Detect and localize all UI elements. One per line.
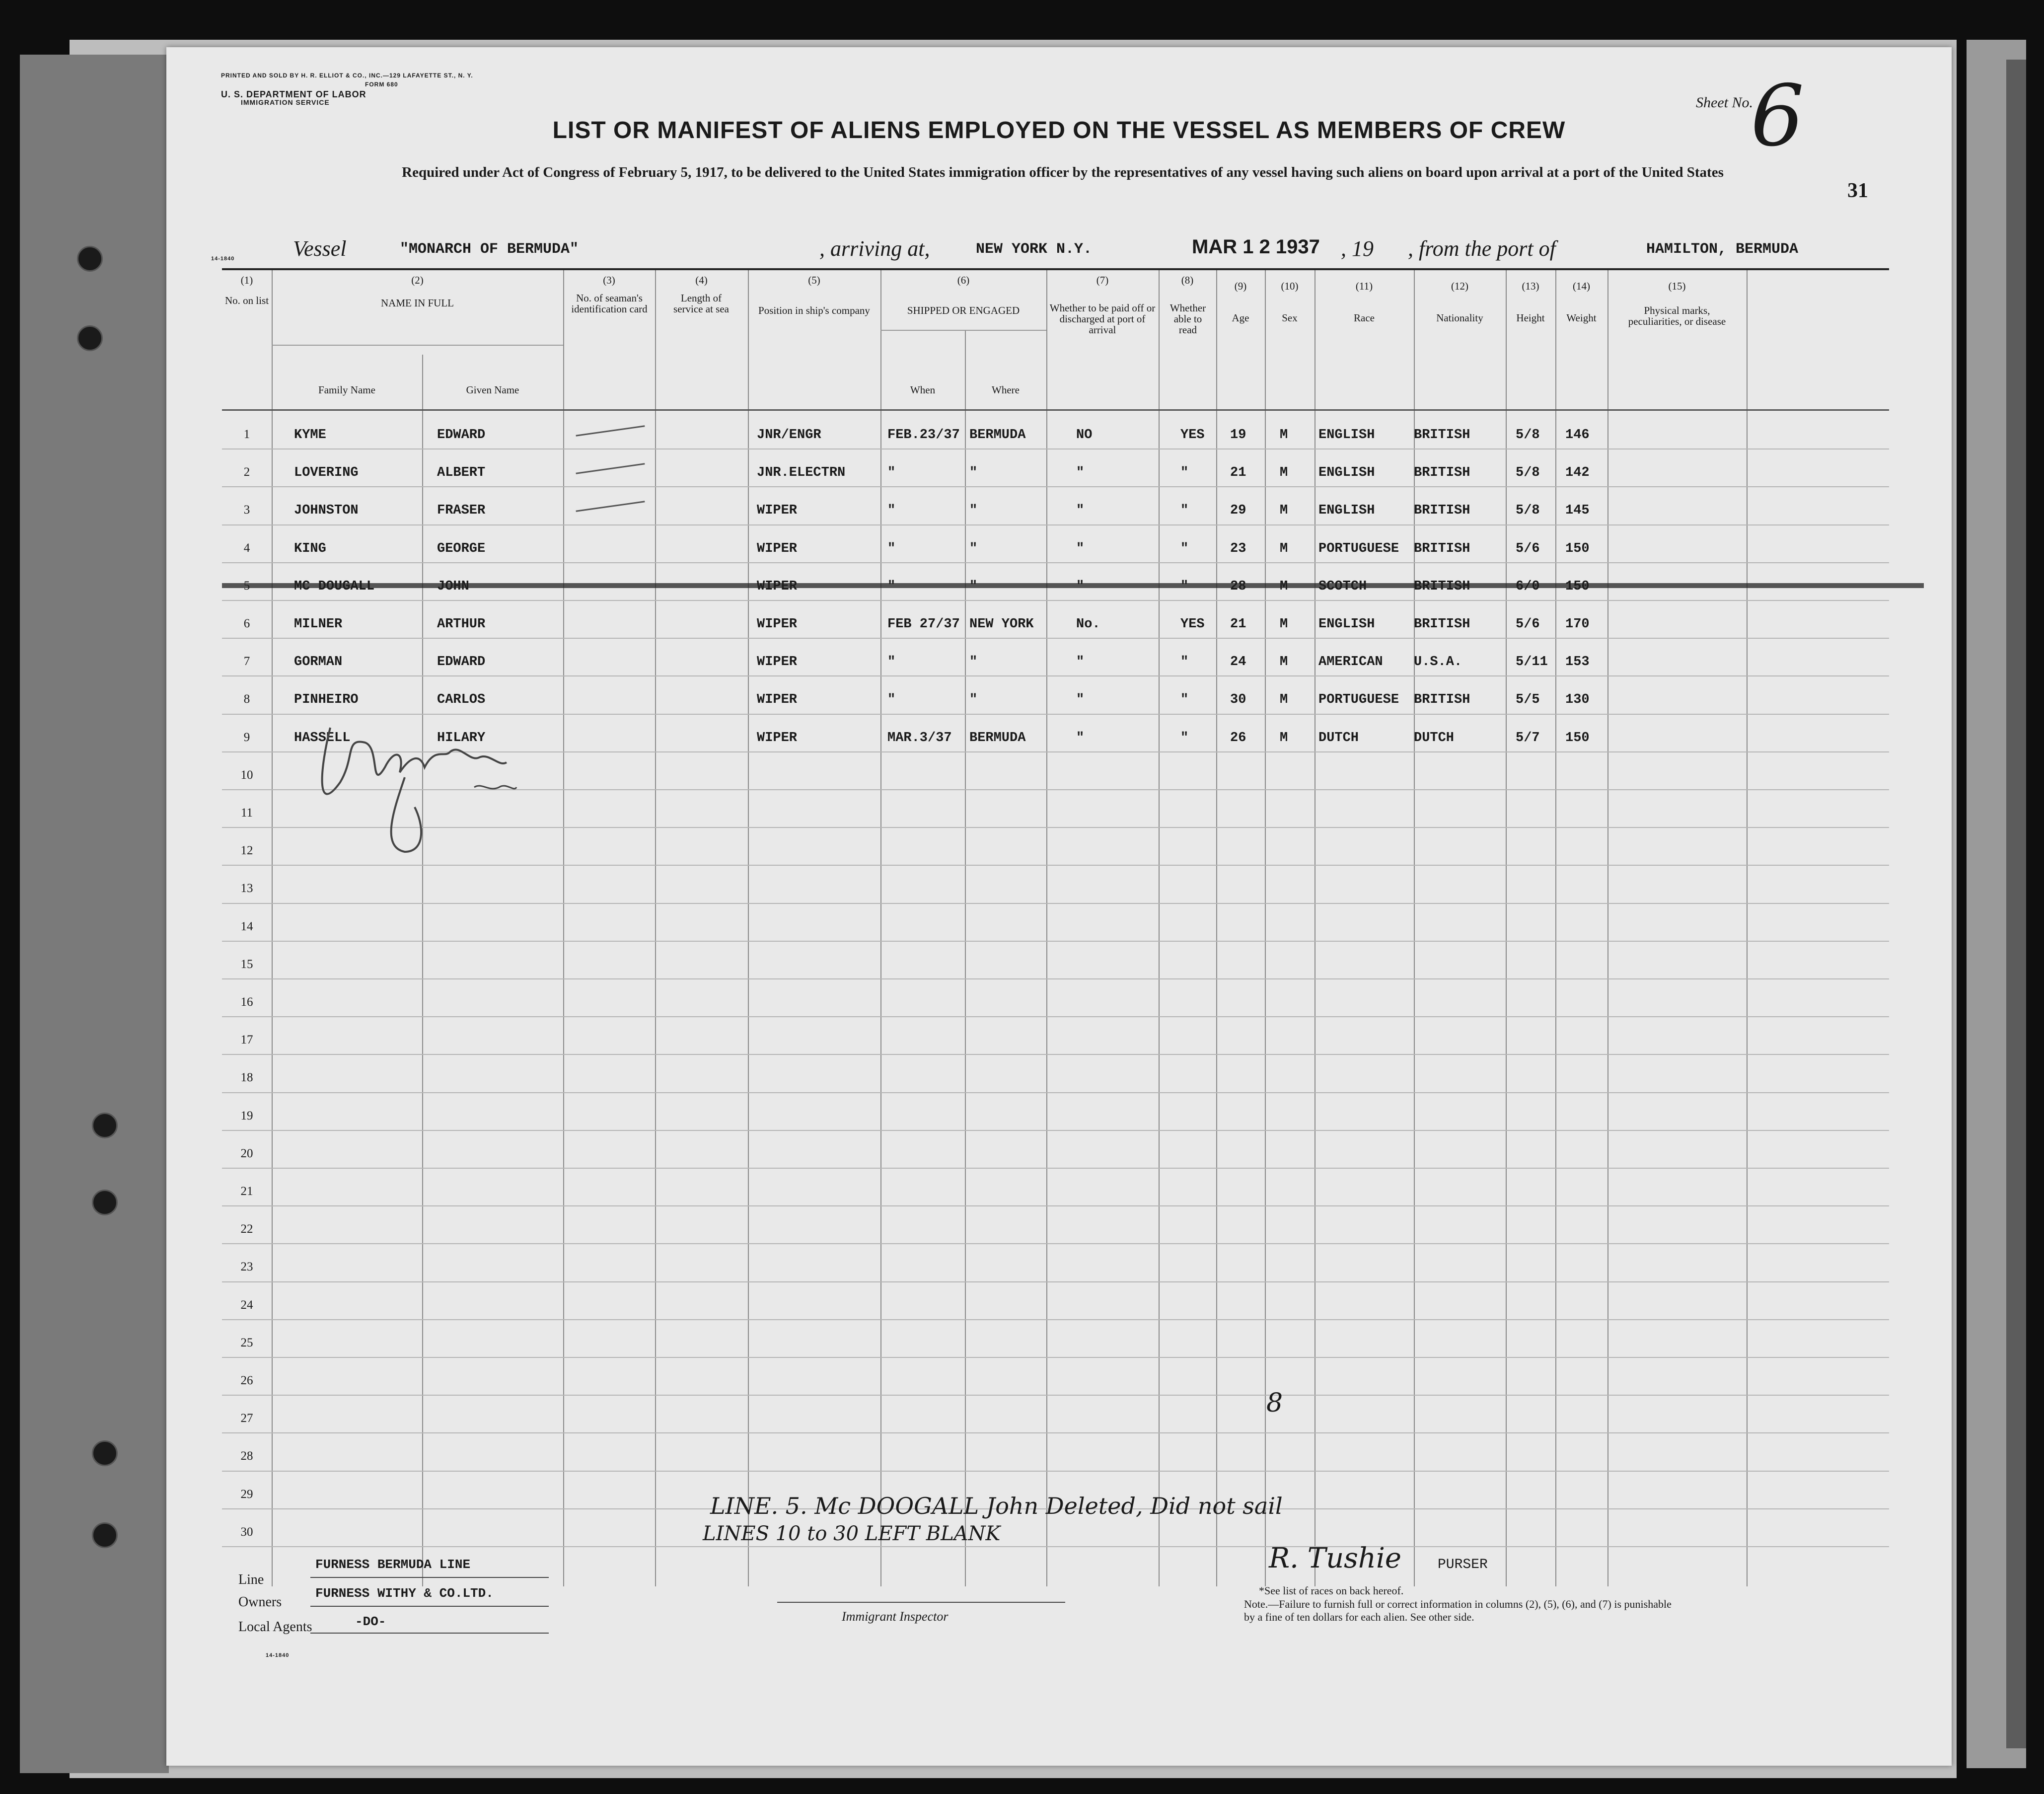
col-divider <box>1506 270 1507 1586</box>
cell-sex: M <box>1280 503 1288 519</box>
cell-paid: " <box>1076 655 1085 670</box>
row-rule <box>222 562 1889 563</box>
row-number: 28 <box>240 1449 253 1463</box>
row-rule <box>222 1319 1889 1320</box>
row-rule <box>222 1054 1889 1055</box>
row-number: 11 <box>240 806 253 820</box>
header-rule <box>222 409 1889 411</box>
cell-nationality: BRITISH <box>1414 503 1470 519</box>
cell-age: 29 <box>1230 503 1246 519</box>
cell-given: EDWARD <box>437 655 486 670</box>
purser-title: PURSER <box>1438 1557 1488 1572</box>
cell-sex: M <box>1280 541 1288 556</box>
cell-given: GEORGE <box>437 541 486 556</box>
cell-when: MAR.3/37 <box>887 730 952 746</box>
row-number: 17 <box>240 1033 253 1047</box>
cell-sex: M <box>1280 465 1288 481</box>
cell-read: " <box>1180 730 1189 746</box>
row-number: 25 <box>240 1336 253 1349</box>
cell-nationality: BRITISH <box>1414 541 1470 556</box>
card-dash-mark <box>576 501 645 512</box>
cell-position: WIPER <box>757 503 798 519</box>
cell-age: 19 <box>1230 428 1246 443</box>
col-divider <box>1555 270 1556 1586</box>
row-rule <box>222 448 1889 449</box>
agents-value: -DO- <box>355 1614 386 1629</box>
cell-when: " <box>887 655 896 670</box>
vessel-name: "MONARCH OF BERMUDA" <box>400 241 579 258</box>
cell-paid: " <box>1076 730 1085 746</box>
row-rule <box>222 1432 1889 1433</box>
handwritten-note-1: LINE. 5. Mc DOOGALL John Deleted, Did not sail <box>710 1493 1283 1519</box>
cell-position: WIPER <box>757 541 798 556</box>
cell-weight: 170 <box>1565 617 1590 632</box>
from-label: , from the port of <box>1408 236 1556 261</box>
col-sex-header: Sex <box>1282 312 1298 324</box>
handwritten-mark: 8 <box>1266 1388 1283 1418</box>
col-6-number: (6) <box>957 274 970 286</box>
row-rule <box>222 1243 1889 1244</box>
row-number: 21 <box>240 1185 253 1198</box>
cell-nationality: U.S.A. <box>1414 655 1462 670</box>
cell-where: " <box>969 465 978 481</box>
cell-when: FEB.23/37 <box>887 428 960 443</box>
cell-when: " <box>887 692 896 708</box>
cell-where: " <box>969 541 978 556</box>
col-9-number: (9) <box>1234 280 1247 292</box>
cell-sex: M <box>1280 730 1288 746</box>
races-note: *See list of races on back hereof. <box>1259 1584 1404 1597</box>
page-edge-shadow <box>2006 60 2026 1748</box>
page-title: LIST OR MANIFEST OF ALIENS EMPLOYED ON THE VESSEL AS MEMBERS OF CREW <box>552 117 1566 144</box>
footer-form-code: 14-1840 <box>266 1652 290 1658</box>
cell-position: JNR.ELECTRN <box>757 465 846 481</box>
line-label: Line <box>238 1572 264 1587</box>
row-number: 3 <box>243 503 250 517</box>
row-number: 18 <box>240 1071 253 1085</box>
form-code: 14-1840 <box>211 256 235 262</box>
row-number: 14 <box>240 919 253 933</box>
cell-when: " <box>887 503 896 519</box>
row-rule <box>222 1130 1889 1131</box>
col-divider <box>1265 270 1266 1586</box>
col-divider <box>272 270 273 1586</box>
col-name-header: NAME IN FULL <box>381 297 454 309</box>
cell-weight: 150 <box>1565 730 1590 746</box>
cell-position: WIPER <box>757 692 798 708</box>
cell-race: ENGLISH <box>1318 617 1375 632</box>
col-position-header: Position in ship's company <box>758 304 870 316</box>
owners-rule <box>310 1606 549 1607</box>
col-3-number: (3) <box>603 274 615 286</box>
cell-nationality: BRITISH <box>1414 692 1470 708</box>
cell-age: 30 <box>1230 692 1246 708</box>
sheet-no-label: Sheet No. <box>1696 94 1753 111</box>
col-divider <box>965 330 966 1586</box>
purser-signature: R. Tushie <box>1269 1542 1402 1574</box>
cell-family: KING <box>294 541 326 556</box>
cell-given: FRASER <box>437 503 486 519</box>
cell-paid: " <box>1076 465 1085 481</box>
cell-height: 5/6 <box>1516 617 1540 632</box>
cell-where: BERMUDA <box>969 730 1026 746</box>
cell-family: PINHEIRO <box>294 692 359 708</box>
col-divider <box>1314 270 1315 1586</box>
col-read-header: Whether able to read <box>1169 302 1206 336</box>
cell-sex: M <box>1280 655 1288 670</box>
cell-paid: " <box>1076 692 1085 708</box>
col-15-number: (15) <box>1668 280 1686 292</box>
from-port: HAMILTON, BERMUDA <box>1646 241 1799 258</box>
cell-read: " <box>1180 541 1189 556</box>
arrival-date: MAR 1 2 1937 <box>1192 236 1320 258</box>
cell-height: 5/8 <box>1516 503 1540 519</box>
cell-given: CARLOS <box>437 692 486 708</box>
row-number: 22 <box>240 1222 253 1236</box>
cell-position: JNR/ENGR <box>757 428 821 443</box>
cell-race: ENGLISH <box>1318 503 1375 519</box>
inspector-rule <box>777 1602 1065 1603</box>
cell-paid: NO <box>1076 428 1093 443</box>
arriving-port: NEW YORK N.Y. <box>976 241 1093 258</box>
inspector-signature <box>310 708 524 862</box>
col-family-header: Family Name <box>318 384 375 396</box>
year-label: , 19 <box>1341 236 1374 261</box>
cell-age: 21 <box>1230 617 1246 632</box>
col-card-header: No. of seaman's identification card <box>571 292 648 315</box>
cell-family: HASSELL <box>294 730 351 746</box>
row-rule <box>222 1168 1889 1169</box>
col-divider <box>422 355 423 1586</box>
cell-nationality: BRITISH <box>1414 428 1470 443</box>
row-rule <box>222 978 1889 979</box>
penalty-note: Note.—Failure to furnish full or correct information in columns (2), (5), (6), and (7) is punishable by a fine of ten dollars for each alien. See other side. <box>1244 1598 1672 1623</box>
cell-age: 26 <box>1230 730 1246 746</box>
cell-height: 5/6 <box>1516 541 1540 556</box>
cell-read: " <box>1180 655 1189 670</box>
row-number: 26 <box>240 1374 253 1387</box>
cell-where: " <box>969 692 978 708</box>
printer-line: PRINTED AND SOLD BY H. R. ELLIOT & CO., INC.—129 LAFAYETTE ST., N. Y. <box>221 72 473 79</box>
cell-sex: M <box>1280 692 1288 708</box>
row-number: 13 <box>240 882 253 896</box>
row-rule <box>222 1546 1889 1547</box>
col-10-number: (10) <box>1281 280 1299 292</box>
col-divider <box>880 270 881 1586</box>
row-number: 4 <box>243 541 250 555</box>
agents-rule <box>310 1633 549 1634</box>
cell-where: BERMUDA <box>969 428 1026 443</box>
cell-height: 5/8 <box>1516 428 1540 443</box>
sheet-no-value: 6 <box>1751 67 1805 165</box>
col-nationality-header: Nationality <box>1436 312 1483 324</box>
cell-height: 5/5 <box>1516 692 1540 708</box>
vessel-label: Vessel <box>293 236 347 261</box>
row-rule <box>222 638 1889 639</box>
row-number: 10 <box>240 768 253 782</box>
row-rule <box>222 1092 1889 1093</box>
cell-paid: " <box>1076 541 1085 556</box>
col-divider <box>1747 270 1748 1586</box>
deleted-row-strike <box>222 583 1924 588</box>
crew-table <box>222 268 1889 1586</box>
cell-sex: M <box>1280 617 1288 632</box>
col-5-number: (5) <box>808 274 820 286</box>
cell-when: " <box>887 541 896 556</box>
row-number: 7 <box>243 655 250 669</box>
cell-age: 21 <box>1230 465 1246 481</box>
row-rule <box>222 865 1889 866</box>
col-12-number: (12) <box>1451 280 1468 292</box>
row-number: 2 <box>243 465 250 479</box>
cell-position: WIPER <box>757 617 798 632</box>
cell-family: MILNER <box>294 617 343 632</box>
cell-family: JOHNSTON <box>294 503 359 519</box>
row-number: 19 <box>240 1109 253 1122</box>
binder-spine <box>20 55 169 1773</box>
col-no-header: No. on list <box>224 295 269 306</box>
cell-where: NEW YORK <box>969 617 1034 632</box>
binder-hole <box>92 1113 118 1138</box>
cell-read: " <box>1180 692 1189 708</box>
cell-nationality: BRITISH <box>1414 465 1470 481</box>
col-height-header: Height <box>1516 312 1545 324</box>
col-race-header: Race <box>1354 312 1375 324</box>
cell-height: 5/11 <box>1516 655 1548 670</box>
cell-when: " <box>887 465 896 481</box>
col-age-header: Age <box>1232 312 1249 324</box>
col-divider <box>1159 270 1160 1586</box>
row-rule <box>222 600 1889 601</box>
row-number: 16 <box>240 995 253 1009</box>
col-8-number: (8) <box>1181 274 1194 286</box>
cell-position: WIPER <box>757 730 798 746</box>
service: IMMIGRATION SERVICE <box>241 98 330 106</box>
cell-weight: 153 <box>1565 655 1590 670</box>
card-dash-mark <box>576 463 645 474</box>
line-rule <box>310 1577 549 1578</box>
col-given-header: Given Name <box>466 384 519 396</box>
cell-age: 23 <box>1230 541 1246 556</box>
col-weight-header: Weight <box>1566 312 1597 324</box>
col-1-number: (1) <box>240 274 253 286</box>
binder-hole <box>92 1440 118 1466</box>
row-number: 12 <box>240 844 253 858</box>
header-rule <box>880 330 1046 331</box>
cell-read: " <box>1180 465 1189 481</box>
cell-weight: 145 <box>1565 503 1590 519</box>
card-dash-mark <box>576 425 645 436</box>
cell-race: PORTUGUESE <box>1318 541 1399 556</box>
row-number: 9 <box>243 730 250 744</box>
binder-hole <box>77 246 103 272</box>
cell-paid: No. <box>1076 617 1100 632</box>
row-rule <box>222 1395 1889 1396</box>
row-rule <box>222 1357 1889 1358</box>
cell-where: " <box>969 655 978 670</box>
handwritten-note-2: LINES 10 to 30 LEFT BLANK <box>703 1522 1001 1545</box>
col-14-number: (14) <box>1573 280 1590 292</box>
col-when-header: When <box>910 384 936 396</box>
col-divider <box>1046 270 1047 1586</box>
cell-race: AMERICAN <box>1318 655 1383 670</box>
binder-hole <box>77 325 103 351</box>
col-shipped-header: SHIPPED OR ENGAGED <box>907 304 1020 316</box>
row-number: 15 <box>240 957 253 971</box>
cell-family: KYME <box>294 428 326 443</box>
cell-position: WIPER <box>757 655 798 670</box>
cell-family: GORMAN <box>294 655 343 670</box>
col-4-number: (4) <box>695 274 708 286</box>
col-where-header: Where <box>992 384 1020 396</box>
binder-hole <box>92 1190 118 1215</box>
row-number: 24 <box>240 1298 253 1312</box>
cell-height: 5/7 <box>1516 730 1540 746</box>
cell-height: 5/8 <box>1516 465 1540 481</box>
cell-read: " <box>1180 503 1189 519</box>
cell-race: PORTUGUESE <box>1318 692 1399 708</box>
row-rule <box>222 1205 1889 1206</box>
cell-nationality: DUTCH <box>1414 730 1455 746</box>
department: U. S. DEPARTMENT OF LABOR <box>221 89 366 99</box>
col-service-header: Length of service at sea <box>673 292 729 315</box>
row-number: 29 <box>240 1487 253 1501</box>
col-divider <box>1216 270 1217 1586</box>
binder-hole <box>92 1522 118 1548</box>
col-marks-header: Physical marks, peculiarities, or disease <box>1628 304 1726 327</box>
inspector-label: Immigrant Inspector <box>842 1609 949 1624</box>
col-paid-header: Whether to be paid off or discharged at port of arrival <box>1049 302 1156 336</box>
row-number: 23 <box>240 1260 253 1274</box>
cell-race: ENGLISH <box>1318 428 1375 443</box>
page-subtitle: Required under Act of Congress of February 5, 1917, to be delivered to the United States immigration officer by the representatives of any vessel having such aliens on board upon arrival at a port of the United States <box>402 164 1724 180</box>
col-divider <box>655 270 656 1586</box>
col-divider <box>1607 270 1608 1586</box>
row-number: 30 <box>240 1525 253 1539</box>
row-number: 27 <box>240 1412 253 1425</box>
manifest-sheet <box>166 47 1952 1766</box>
col-2-number: (2) <box>411 274 424 286</box>
line-value: FURNESS BERMUDA LINE <box>315 1557 471 1572</box>
cell-weight: 130 <box>1565 692 1590 708</box>
cell-given: HILARY <box>437 730 486 746</box>
cell-when: FEB 27/37 <box>887 617 960 632</box>
row-rule <box>222 486 1889 487</box>
row-rule <box>222 1281 1889 1282</box>
cell-race: DUTCH <box>1318 730 1359 746</box>
cell-race: ENGLISH <box>1318 465 1375 481</box>
cell-where: " <box>969 503 978 519</box>
col-divider <box>748 270 749 1586</box>
row-rule <box>222 903 1889 904</box>
col-7-number: (7) <box>1096 274 1109 286</box>
row-number: 8 <box>243 692 250 706</box>
form-number: FORM 680 <box>365 81 398 88</box>
cell-weight: 142 <box>1565 465 1590 481</box>
row-number: 1 <box>243 428 250 441</box>
header-rule <box>272 345 563 346</box>
owners-value: FURNESS WITHY & CO.LTD. <box>315 1586 494 1601</box>
row-rule <box>222 1471 1889 1472</box>
cell-read: YES <box>1180 428 1205 443</box>
cell-paid: " <box>1076 503 1085 519</box>
row-rule <box>222 675 1889 676</box>
col-11-number: (11) <box>1355 280 1373 292</box>
row-number: 20 <box>240 1146 253 1160</box>
cell-weight: 146 <box>1565 428 1590 443</box>
col-13-number: (13) <box>1522 280 1539 292</box>
cell-family: LOVERING <box>294 465 359 481</box>
agents-label: Local Agents <box>238 1619 312 1635</box>
cell-age: 24 <box>1230 655 1246 670</box>
arriving-label: , arriving at, <box>819 236 930 261</box>
row-number: 6 <box>243 617 250 630</box>
cell-given: ALBERT <box>437 465 486 481</box>
cell-nationality: BRITISH <box>1414 617 1470 632</box>
cell-given: EDWARD <box>437 428 486 443</box>
owners-label: Owners <box>238 1594 282 1610</box>
row-rule <box>222 941 1889 942</box>
cell-read: YES <box>1180 617 1205 632</box>
cell-weight: 150 <box>1565 541 1590 556</box>
cell-given: ARTHUR <box>437 617 486 632</box>
cell-sex: M <box>1280 428 1288 443</box>
row-rule <box>222 1016 1889 1017</box>
row-rule <box>222 524 1889 525</box>
col-divider <box>563 270 564 1586</box>
page-number: 31 <box>1847 179 1868 202</box>
